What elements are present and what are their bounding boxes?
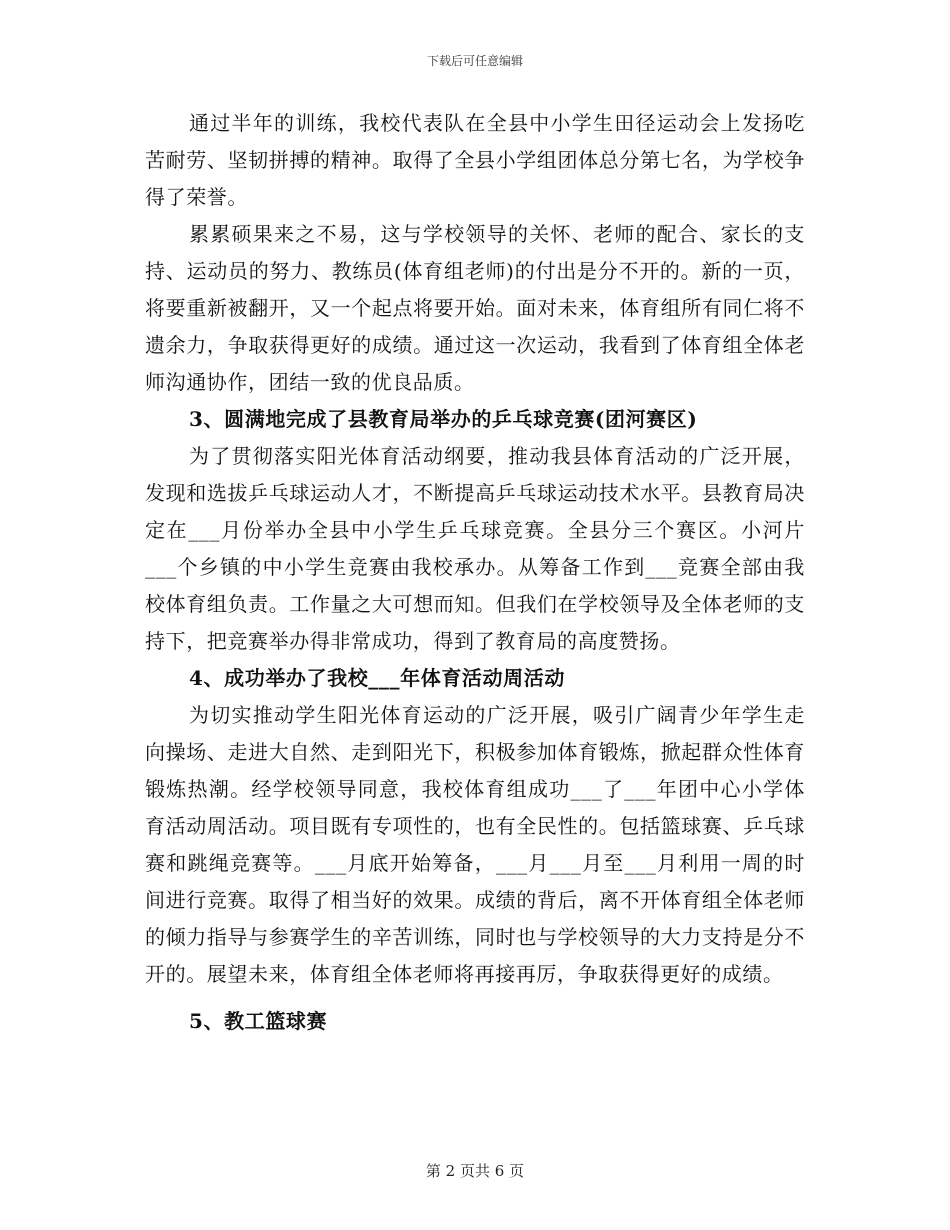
page-number: 第 2 页共 6 页 (425, 1162, 525, 1180)
paragraph-sports-week: 为切实推动学生阳光体育运动的广泛开展，吸引广阔青少年学生走向操场、走进大自然、走到阳光下，积极参加体育锻炼，掀起群众性体育锻炼热潮。经学校领导同意，我校体育组成功___了___年团中心小学体育活动周活动。项目既有专项性的，也有全民性的。包括篮球赛、乒乓球赛和跳绳竞赛等。___月底开始筹备，___月___月至___月利用一周的时间进行竞赛。取得了相当好的效果。成绩的背后，离不开体育组全体老师的倾力指导与参赛学生的辛苦训练，同时也与学校领导的大力支持是分不开的。展望未来，体育组全体老师将再接再厉，争取获得更好的成绩。 (145, 703, 805, 986)
paragraph-achievements: 累累硕果来之不易，这与学校领导的关怀、老师的配合、家长的支持、运动员的努力、教练员(体育组老师)的付出是分不开的。新的一页，将要重新被翻开，又一个起点将要开始。面对未来，体育组所有同仁将不遗余力，争取获得更好的成绩。通过这一次运动，我看到了体育组全体老师沟通协作，团结一致的优良品质。 (145, 222, 805, 394)
section-heading-sports-week: 4、成功举办了我校___年体育活动周活动 (189, 666, 565, 690)
paragraph-track-meet-result: 通过半年的训练，我校代表队在全县中小学生田径运动会上发扬吃苦耐劳、坚韧拼搏的精神。取得了全县小学组团体总分第七名，为学校争得了荣誉。 (145, 111, 805, 209)
paragraph-table-tennis: 为了贯彻落实阳光体育活动纲要，推动我县体育活动的广泛开展，发现和选拔乒乓球运动人才，不断提高乒乓球运动技术水平。县教育局决定在___月份举办全县中小学生乒乓球竞赛。全县分三个赛区。小河片___个乡镇的中小学生竞赛由我校承办。从筹备工作到___竞赛全部由我校体育组负责。工作量之大可想而知。但我们在学校领导及全体老师的支持下，把竞赛举办得非常成功，得到了教育局的高度赞扬。 (145, 444, 805, 653)
document-body (145, 105, 805, 1040)
section-heading-table-tennis: 3、圆满地完成了县教育局举办的乒乓球竞赛(团河赛区) (189, 407, 698, 431)
page-header-note: 下载后可任意编辑 (426, 54, 523, 68)
section-heading-basketball: 5、教工篮球赛 (189, 1009, 328, 1033)
